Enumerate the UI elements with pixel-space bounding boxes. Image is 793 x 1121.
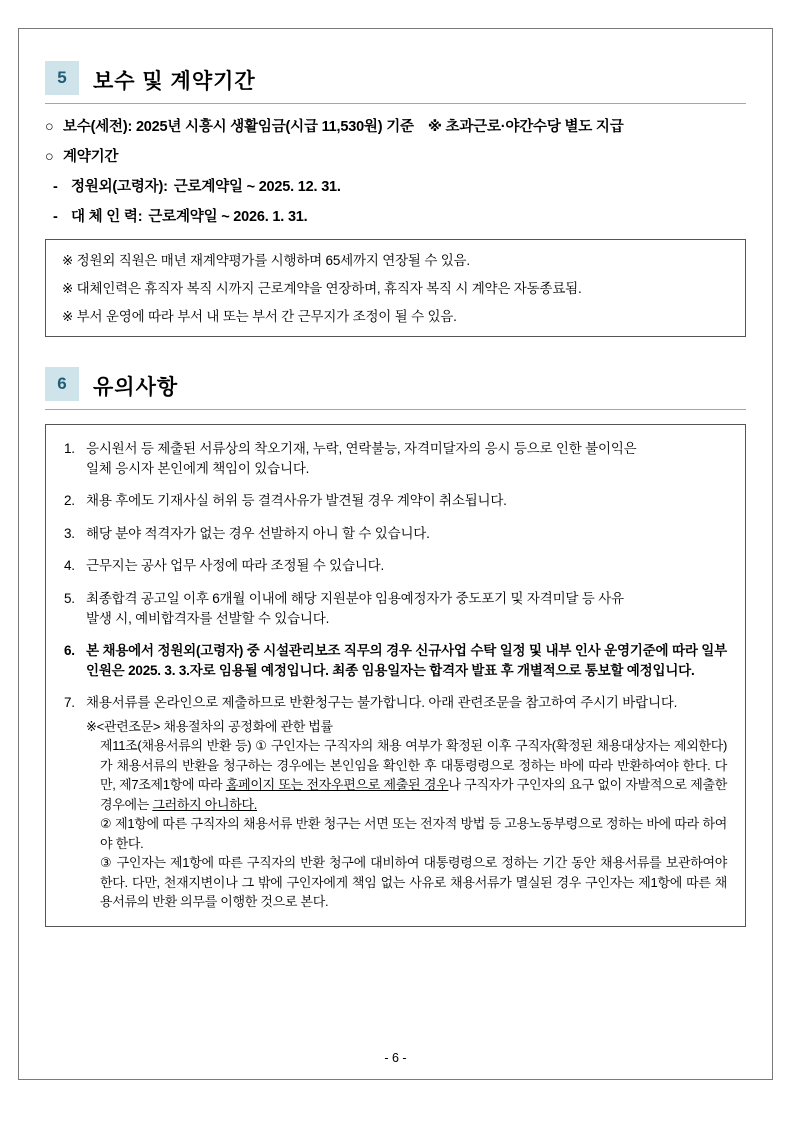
section-6-header	[45, 367, 746, 401]
note-line: ※ 대체인력은 휴직자 복직 시까지 근로계약을 연장하며, 휴직자 복직 시 계약은 자동종료됨.	[62, 280, 582, 296]
list-item-text	[86, 589, 727, 628]
section-6-number: 6	[45, 367, 79, 401]
pay-text: 보수(세전): 2025년 시흥시 생활임금(시급 11,530원) 기준	[63, 119, 414, 135]
list-item-text: 근무지는 공사 업무 사정에 따라 조정될 수 있습니다.	[86, 558, 385, 574]
section-6-list-box	[45, 424, 746, 927]
list-item-line: 채용서류를 온라인으로 제출하므로 반환청구는 불가합니다. 아래 관련조문을 참고하여 주시기 바랍니다.	[86, 695, 678, 711]
law-heading: ※<관련조문> 채용절차의 공정화에 관한 법률	[86, 718, 333, 734]
page-content	[45, 61, 746, 927]
contract-text: 계약기간	[63, 149, 119, 166]
section-6-rule	[45, 409, 746, 410]
section-5-sub-item-substitute	[45, 208, 746, 226]
list-item	[64, 693, 727, 912]
section-6-title: 유의사항	[93, 376, 179, 400]
list-item-line: 발생 시, 예비합격자를 선발할 수 있습니다.	[86, 610, 330, 626]
list-item-number: 7.	[64, 695, 75, 711]
list-item-line: 응시원서 등 제출된 서류상의 착오기재, 누락, 연락불능, 자격미달자의 응시 등으로 인한 불이익은	[86, 441, 637, 457]
law-underline-term-2: 그러하지 아니하다.	[152, 796, 258, 812]
list-item-number: 4.	[64, 558, 75, 574]
law-paragraph-2: ② 제1항에 따른 구직자의 채용서류 반환 청구는 서면 또는 전자적 방법 등 고용노동부령으로 정하는 바에 따라 하여야 한다.	[100, 816, 727, 851]
list-item-number: 1.	[64, 441, 75, 457]
list-item	[64, 439, 727, 478]
list-item	[64, 491, 727, 511]
list-item-text	[86, 693, 727, 912]
list-item	[64, 556, 727, 576]
list-item-text: 해당 분야 적격자가 없는 경우 선발하지 아니 할 수 있습니다.	[86, 525, 430, 541]
pay-note: ※ 초과근로·야간수당 별도 지급	[427, 119, 624, 135]
section-5-title: 보수 및 계약기간	[93, 70, 256, 93]
law-paragraph-1: 제11조(채용서류의 반환 등) ① 구인자는 구직자의 채용 여부가 확정된 이후 구직자(확정된 채용대상자는 제외한다)가 채용서류의 반환을 청구하는 경우에는 본인임을 확인한 후 대통령령으로 정하는 바에 따라 반환하여야 한다. 다만, 제7조제1항에 따라 홈페이지 또는 전자우편으로 제출된 경우나 구직자가 구인자의 요구 없이 자발적으로 제출한 경우에는 그러하지 아니하다.	[100, 738, 727, 812]
section-5-rule	[45, 103, 746, 104]
note-line: ※ 부서 운영에 따라 부서 내 또는 부서 간 근무지가 조정이 될 수 있음.	[62, 308, 457, 324]
substitute-label: 대 체 인 력:	[71, 209, 143, 226]
bullet-marker: ○	[45, 149, 54, 166]
section-5-bullet-contract	[45, 148, 746, 166]
section-5-bullet-pay	[45, 118, 746, 136]
list-item-number: 3.	[64, 525, 75, 541]
list-item-text: 본 채용에서 정원외(고령자) 중 시설관리보조 직무의 경우 신규사업 수탁 일정 및 내부 인사 운영기준에 따라 일부 인원은 2025. 3. 3.자로 임용될 예정입니다. 최종 임용일자는 합격자 발표 후 개별적으로 통보할 예정입니다.	[86, 643, 727, 678]
section-5-notes-box	[45, 239, 746, 338]
substitute-period: 근로계약일 ~ 2026. 1. 31.	[148, 209, 308, 226]
senior-label: 정원외(고령자):	[71, 179, 168, 196]
list-item-line: 최종합격 공고일 이후 6개월 이내에 해당 지원분야 임용예정자가 중도포기 및 자격미달 등 사유	[86, 590, 624, 606]
list-item-text: 채용 후에도 기재사실 허위 등 결격사유가 발견될 경우 계약이 취소됩니다.	[86, 493, 507, 509]
note-line: ※ 정원외 직원은 매년 재계약평가를 시행하며 65세까지 연장될 수 있음.	[62, 252, 470, 268]
section-5-sub-item-senior	[45, 178, 746, 196]
section-5-number: 5	[45, 61, 79, 95]
law-underline-term-1: 홈페이지 또는 전자우편으로 제출된 경우	[225, 777, 449, 793]
section-5-header	[45, 61, 746, 95]
document-page	[18, 28, 773, 1080]
list-item-text	[86, 439, 727, 478]
bullet-marker: ○	[45, 119, 54, 135]
list-item	[64, 524, 727, 544]
dash-marker: -	[53, 179, 58, 196]
list-item	[64, 589, 727, 628]
list-item-number: 2.	[64, 493, 75, 509]
page-number: - 6 -	[384, 1051, 407, 1065]
list-item-number: 6.	[64, 643, 75, 659]
senior-period: 근로계약일 ~ 2025. 12. 31.	[173, 179, 341, 196]
list-item-highlighted	[64, 641, 727, 680]
law-reference-block	[86, 717, 727, 912]
list-item-line: 일체 응시자 본인에게 책임이 있습니다.	[86, 460, 310, 476]
list-item-number: 5.	[64, 590, 75, 606]
dash-marker: -	[53, 209, 58, 226]
law-paragraph-3: ③ 구인자는 제1항에 따른 구직자의 반환 청구에 대비하여 대통령령으로 정하는 기간 동안 채용서류를 보관하여야 한다. 다만, 천재지변이나 그 밖에 구인자에게 책임 없는 사유로 채용서류가 멸실된 경우 구인자는 제1항에 따른 채용서류의 반환 의무를 이행한 것으로 본다.	[100, 855, 727, 910]
